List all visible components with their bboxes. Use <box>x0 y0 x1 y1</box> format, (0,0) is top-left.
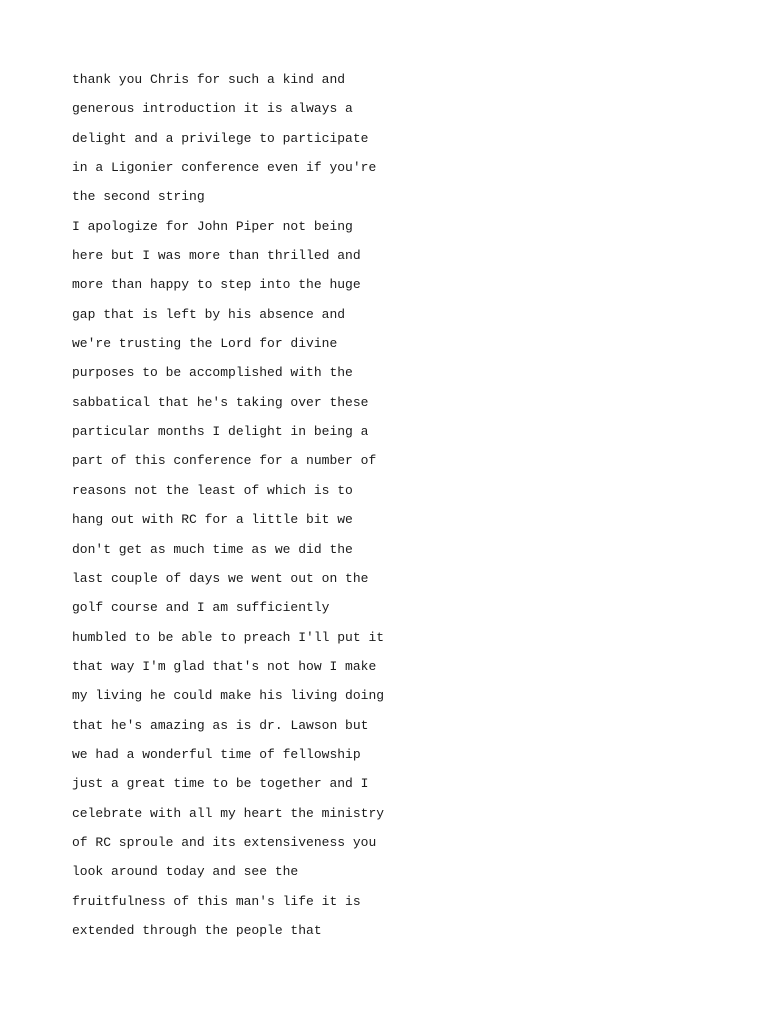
transcript-line: fruitfulness of this man's life it is <box>72 893 361 909</box>
transcript-line: that he's amazing as is dr. Lawson but <box>72 717 369 733</box>
transcript-line: of RC sproule and its extensiveness you <box>72 834 377 850</box>
transcript-line: the second string <box>72 189 205 205</box>
transcript-line: extended through the people that <box>72 922 322 938</box>
transcript-line: generous introduction it is always a <box>72 101 353 117</box>
transcript-line: reasons not the least of which is to <box>72 482 353 498</box>
transcript-line: part of this conference for a number of <box>72 453 377 469</box>
transcript-line: golf course and I am sufficiently <box>72 600 330 616</box>
transcript-line: I apologize for John Piper not being <box>72 218 353 234</box>
transcript-text <box>72 70 712 950</box>
transcript-line: my living he could make his living doing <box>72 688 385 704</box>
transcript-line: don't get as much time as we did the <box>72 541 353 557</box>
transcript-line: in a Ligonier conference even if you're <box>72 160 377 176</box>
transcript-line: look around today and see the <box>72 864 299 880</box>
transcript-line: delight and a privilege to participate <box>72 130 369 146</box>
transcript-line: thank you Chris for such a kind and <box>72 72 346 87</box>
transcript-line: celebrate with all my heart the ministry <box>72 805 385 821</box>
transcript-line: just a great time to be together and I <box>72 776 369 792</box>
transcript-line: hang out with RC for a little bit we <box>72 512 353 528</box>
transcript-line: sabbatical that he's taking over these <box>72 394 369 410</box>
transcript-line: gap that is left by his absence and <box>72 306 346 322</box>
transcript-line: last couple of days we went out on the <box>72 570 369 586</box>
transcript-line: we're trusting the Lord for divine <box>72 336 338 352</box>
transcript-line: we had a wonderful time of fellowship <box>72 746 361 762</box>
transcript-line: particular months I delight in being a <box>72 424 369 440</box>
transcript-line: purposes to be accomplished with the <box>72 365 353 381</box>
transcript-line: that way I'm glad that's not how I make <box>72 658 377 674</box>
transcript-line: humbled to be able to preach I'll put it <box>72 629 385 645</box>
transcript-line: more than happy to step into the huge <box>72 277 361 293</box>
transcript-line: here but I was more than thrilled and <box>72 248 361 264</box>
